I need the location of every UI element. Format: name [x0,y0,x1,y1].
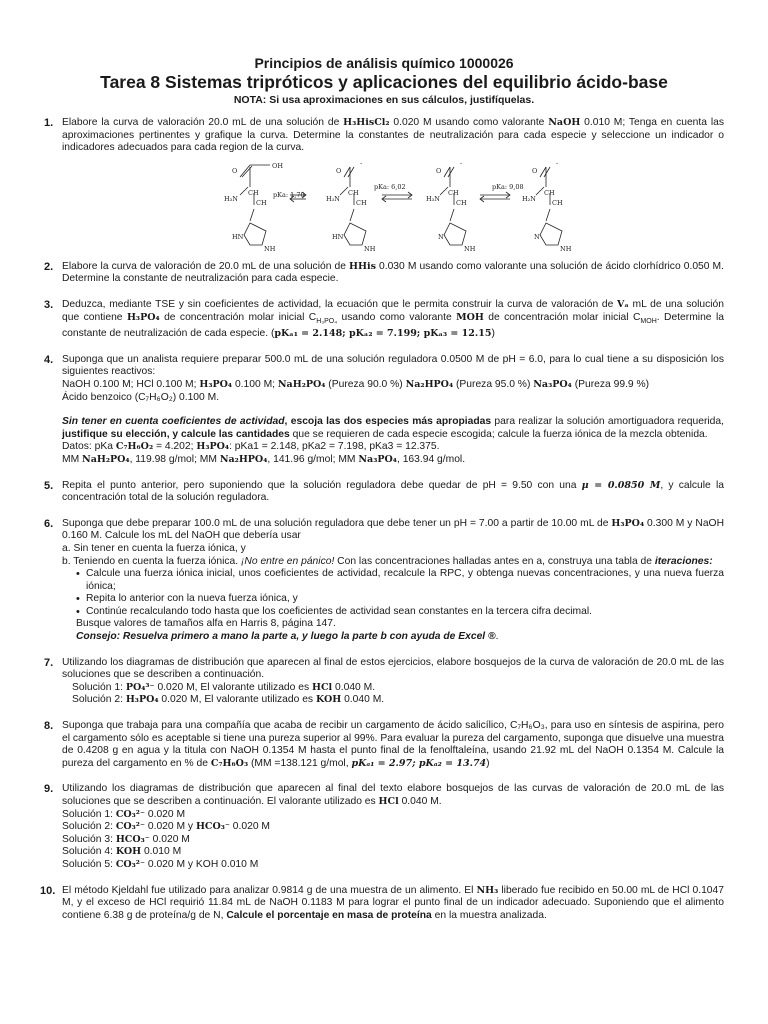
formula: NaH₂PO₄ [82,453,130,465]
atom-label: CH [256,198,267,207]
charge-label: - [460,158,463,167]
text: 0.040 M. [332,681,376,693]
text: 0.300 M y NaOH 0.160 M. Calcule los mL del NaOH que debería usar [62,517,725,542]
solution-1 [62,809,724,822]
formula: H₃PO₄ [126,311,160,323]
formula: H₃HisCl₂ [343,117,390,128]
text: Datos: pKa [62,441,116,453]
atom-label: CH [248,188,259,197]
text: , escoja las dos especies más apropiadas [284,416,492,428]
text: , y calcule la concentración total de la solución reguladora. [62,479,724,504]
question-8 [44,720,724,770]
text: 0.020 M y [145,821,196,833]
question-6 [44,518,724,644]
formula: C₇H₆O₃ [210,757,249,769]
formula: CO₃²⁻ [115,821,145,833]
paragraph: Utilizando los diagramas de distribución que aparecen al final de estos ejercicios, elabore bosquejos de la curva de valoración de 20.0 mL de las soluciones que se describen a continuación. [62,656,724,681]
text: Elabore la curva de valoración 20.0 mL de una solución de [62,117,344,128]
text: iteraciones: [654,555,713,567]
atom-label: H₂N [522,194,536,203]
formula: Vₐ [617,298,629,310]
list-item: • Continúe recalculando todo hasta que los coeficientes de actividad sean constantes en la tercera cifra decimal. [76,606,724,619]
text: Solución 3: [62,833,116,845]
paragraph [62,518,724,543]
atom-label: HN [332,232,344,241]
formula: H₃PO₄ [125,694,159,706]
atom-label: OH [272,161,283,170]
formula: HHis [349,260,376,272]
question-body [62,299,724,341]
formula: KOH [315,694,342,706]
formula: HCl [378,796,399,808]
formula: C₇H₆O₂ [115,441,154,453]
text: 0.020 M, El valorante utilizado es [154,681,312,693]
data-line [62,441,724,454]
text: Elabore la curva de valoración de 20.0 mL de una solución de [62,260,350,272]
formula: MOH [456,311,484,323]
histidine-equilibrium-scheme [44,155,724,253]
molar-mass-line [62,454,724,467]
question-body [62,720,724,770]
text: 0.020 M usando como valorante [389,117,549,128]
text: 0.030 M usando como valorante una solución de ácido clorhídrico 0.050 M. Determine la constante de neutralización para cada especie. [62,260,724,285]
text: Suponga que debe preparar 100.0 mL de una solución reguladora que debe tener un pH = 7.00 a partir de 10.00 mL de [62,517,612,529]
text: liberado fue recibido en 50.00 mL de HCl 0.1047 M, y el exceso de HCl requirió 11.84 mL de NaOH 0.1183 M para lograr el punto final de un indicador adecuado. Suponiendo que el alimento contiene 6.38 g de proteína/g de N, [62,884,724,921]
text: , 141.96 g/mol; MM [267,453,359,465]
question-number: 2. [44,260,54,273]
solution-2 [62,694,724,707]
question-7 [44,657,724,707]
text: El método Kjeldahl fue utilizado para analizar 0.9814 g de una muestra de un alimento. El [62,884,477,896]
atom-label: O [532,166,538,175]
atom-label: CH [356,198,367,207]
text: 0.010 M [141,846,182,858]
question-3 [44,299,724,341]
formula: NaOH [548,117,581,128]
atom-label: H₃N [224,194,238,203]
question-4 [44,354,724,467]
solution-2 [62,821,724,834]
question-number: 4. [44,353,54,366]
formula: Na₂HPO₄ [219,453,268,465]
text: ) [491,328,495,340]
atom-label: NH [560,244,572,253]
text: 0.020 M [149,833,190,845]
atom-label: NH [264,244,276,253]
atom-label: H₃N [326,194,340,203]
text: 0.040 M. [341,694,385,706]
question-body [62,354,724,467]
question-body [62,480,724,505]
question-body [62,783,724,871]
question-number: 10. [40,884,56,897]
question-number: 9. [44,783,54,796]
text: : pKa1 = 2.148, pKa2 = 7.198, pKa3 = 12.375. [229,441,440,453]
atom-label: CH [348,188,359,197]
formula: pKₐ₁ = 2.148; pKₐ₂ = 7.199; pKₐ₃ = 12.15 [274,328,492,340]
text: (MM =138.121 g/mol, [248,757,352,769]
formula: HCl [311,681,333,693]
text: . [495,631,499,643]
text: (Pureza 90.0 %) [325,378,406,390]
text: de concentración molar inicial C [483,311,641,323]
pka-label: pKa: 1,70 [273,190,305,199]
solution-1 [62,682,724,695]
text: Solución 2: [72,694,126,706]
question-9 [44,783,724,871]
text: que se requieren de cada especie escogida; calcule la fuerza iónica de la mezcla obtenida. [289,428,708,440]
formula: PO₄³⁻ [125,681,155,693]
formula: CO₃²⁻ [115,858,145,870]
formula: NaH₂PO₄ [277,378,326,390]
formula: Na₃PO₄ [533,378,572,390]
question-body [62,657,724,707]
text: Deduzca, mediante TSE y sin coeficientes de actividad, la ecuación que le permita construir la curva de valoración de [62,298,618,310]
text: 0.020 M [145,808,186,820]
formula: H₃PO₄ [196,441,230,453]
question-number: 1. [44,117,54,129]
formula: μ = 0.0850 M [581,479,661,491]
text: en la muestra analizada. [431,909,547,921]
solution-4 [62,846,724,859]
atom-label: O [232,166,238,175]
text: Repita el punto anterior, pero suponiendo que la solución reguladora debe quedar de pH = 9.50 con una [62,479,582,491]
text: Solución 4: [62,846,116,858]
question-body [62,518,724,644]
list-item: • Calcule una fuerza iónica inicial, unos coeficientes de actividad, recalcule la RPC, y obtenga nuevas concentraciones, y una nueva fuerza iónica; [76,568,724,593]
text: mL de una solución que contiene [62,298,724,323]
text: Utilizando los diagramas de distribución que aparecen al final del texto elabore bosquejos de las curvas de valoración de 20.0 mL de las soluciones que se describen a continuación. El valorante utilizado es [62,783,724,808]
text: 0.040 M. [398,796,442,808]
atom-label: CH [456,198,467,207]
atom-label: H₃N [426,194,440,203]
advice-line [62,631,724,644]
reagents-line [62,379,724,392]
text: , 119.98 g/mol; MM [129,453,220,465]
atom-label: CH [448,188,459,197]
text: (Pureza 95.0 %) [453,378,534,390]
charge-label: - [360,158,363,167]
formula: HCO₃⁻ [195,821,230,833]
text: Consejo: [76,631,123,643]
solution-5 [62,859,724,872]
instructions [62,416,724,441]
text: 0.020 M y KOH 0.010 M [145,858,259,870]
paragraph: Suponga que un analista requiere preparar 500.0 mL de una solución reguladora 0.0500 M de pH = 6.0, para lo cual tiene a su disposición los siguientes reactivos: [62,353,724,378]
part-a: a. Sin tener en cuenta la fuerza iónica, y [62,542,246,554]
formula: NH₃ [476,884,499,896]
formula: KOH [115,846,142,858]
charge-label: - [556,158,559,167]
text: Calcule el porcentaje en masa de proteína [226,909,432,921]
question-number: 5. [44,479,54,492]
part-b [62,556,724,569]
iteration-steps [62,568,724,618]
question-5 [44,480,724,505]
question-1 [44,117,724,155]
course-heading: Principios de análisis químico 1000026 [254,55,514,71]
text: Sin tener en cuenta coeficientes de actividad [62,416,285,428]
atom-label: N [534,232,540,241]
text: . Determine la constante de neutralización de cada especie. ( [62,311,724,340]
text: Solución 1: [72,681,126,693]
text: = 4.202; [153,441,197,453]
question-number: 7. [44,656,54,669]
atom-label: HN [232,232,244,241]
text: de concentración molar inicial C [159,311,317,323]
formula: HCO₃⁻ [115,833,150,845]
text: usando como valorante [337,311,457,323]
atom-label: N [438,232,444,241]
subscript: H₃PO₄ [316,317,338,325]
text: 0.100 M; [232,378,278,390]
formula: pKₐ₁ = 2.97; pKₐ₂ = 13.74 [351,757,487,769]
paragraph [62,783,724,808]
atom-label: O [436,166,442,175]
formula: Na₂HPO₄ [405,378,454,390]
question-body [62,885,724,923]
subscript: MOH [640,317,657,325]
text: (Pureza 99.9 %) [571,378,650,390]
atom-label: NH [364,244,376,253]
text: para realizar la solución amortiguadora requerida, [491,416,724,428]
formula: H₃PO₄ [199,378,233,390]
text: Con las concentraciones halladas antes en a, construya una tabla de [334,555,655,567]
text: 0.010 M; Tenga en cuenta las aproximaciones pertinentes y grafique la curva. Determine la constantes de neutralización para cada especie y seleccione un indicador o indicadores adecuados para cada region de la curva. [62,117,724,154]
atom-label: CH [552,198,563,207]
text: 0.020 M [229,821,271,833]
solution-3 [62,834,724,847]
text: , 163.94 g/mol. [396,453,466,465]
text: Solución 2: [62,821,116,833]
text: MM [62,453,83,465]
question-number: 6. [44,517,54,530]
text: Solución 5: [62,858,116,870]
question-10 [40,884,724,923]
reference-line: Busque valores de tamaños alfa en Harris 8, página 147. [76,618,336,630]
question-body [62,261,724,286]
reagents-line: Ácido benzoico (C₇H₆O₂) 0.100 M. [62,391,220,403]
list-item: • Repita lo anterior con la nueva fuerza iónica, y [76,593,724,606]
question-number: 8. [44,720,54,733]
atom-label: NH [464,244,476,253]
formula: CO₃²⁻ [115,808,145,820]
text: Solución 1: [62,808,116,820]
assignment-note: NOTA: Si usa aproximaciones en sus cálculos, justifíquelas. [233,94,535,106]
text: NaOH 0.100 M; HCl 0.100 M; [62,378,200,390]
text: ¡No entre en pánico! [241,555,335,567]
question-body [62,117,724,155]
pka-label: pKa: 6,02 [374,182,406,191]
question-number: 3. [44,298,54,311]
text: 0.020 M, El valorante utilizado es [158,694,316,706]
text: Resuelva primero a mano la parte a, y luego la parte b con ayuda de Excel ® [122,631,496,643]
pka-label: pKa: 9,08 [492,182,524,191]
atom-label: CH [544,188,555,197]
text: ) [486,757,490,769]
text: b. Teniendo en cuenta la fuerza iónica. [62,555,241,567]
assignment-title: Tarea 8 Sistemas tripróticos y aplicaciones del equilibrio ácido-base [100,72,668,92]
formula: Na₃PO₄ [358,453,397,465]
text: justifique su elección, y calcule las cantidades [62,428,290,440]
question-2 [44,261,724,286]
atom-label: O [336,166,342,175]
formula: H₃PO₄ [611,517,645,529]
text: Suponga que trabaja para una compañía que acaba de recibir un cargamento de ácido salicílico, C₇H₆O₃, para uso en síntesis de aspirina, pero el cargamento sólo es aceptable si tiene una pureza superior al 99%. Para evaluar la pureza del cargamento, suponga que disuelve una muestra de 0.4208 g en agua y la titula con NaOH 0.1354 M hasta el punto final de la fenolftaleína, usando 21.92 mL del NaOH 0.1354 M. Calcule la pureza del cargamento en % de [62,720,724,769]
